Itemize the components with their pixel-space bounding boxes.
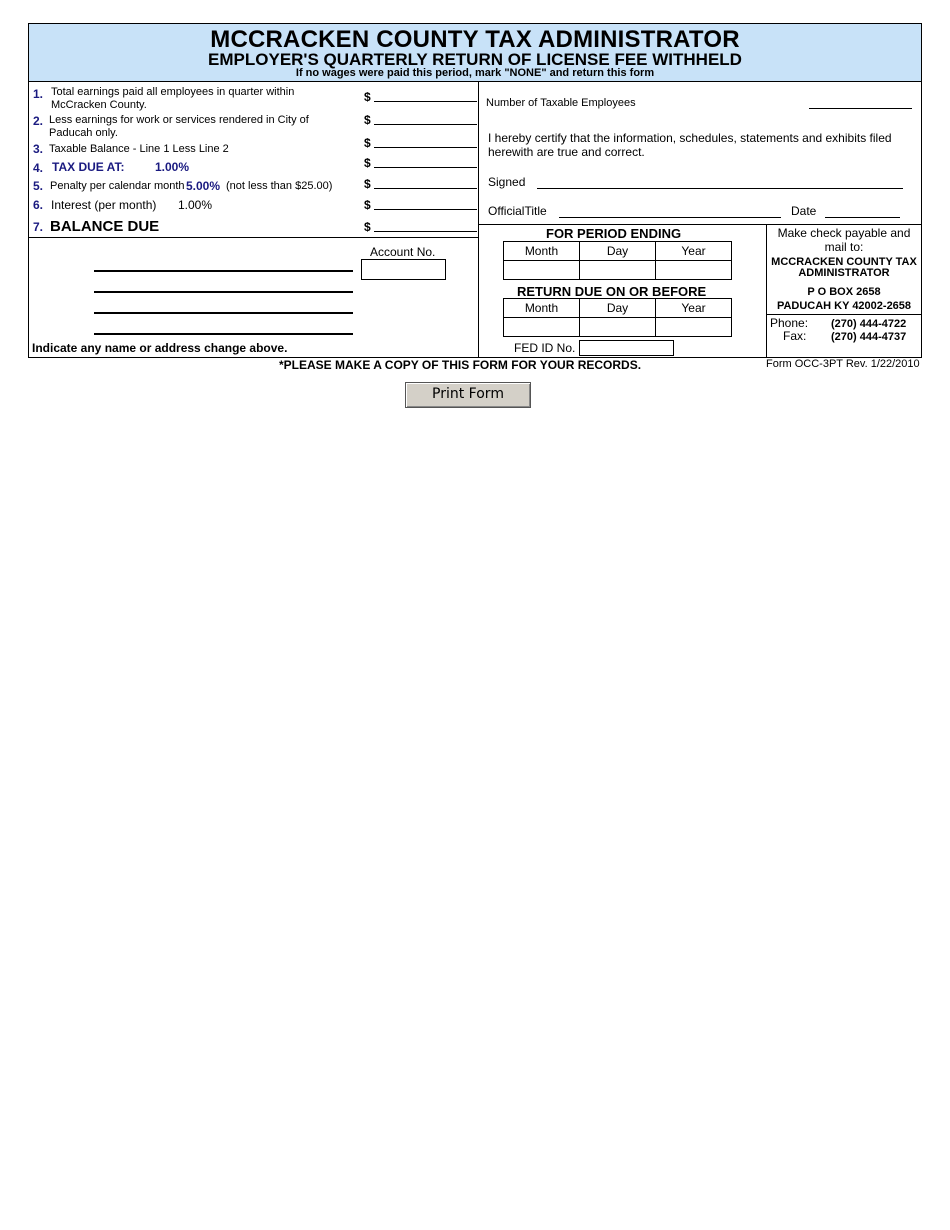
balance-due-amount-field[interactable] [374,231,477,232]
line-2-label-cont: Paducah only. [49,127,118,139]
form-revision: Form OCC-3PT Rev. 1/22/2010 [766,358,920,370]
left-lines-bottom-divider [29,237,478,238]
signed-label: Signed [488,175,526,189]
line-7-number: 7. [33,220,44,234]
payee-po-box: P O BOX 2658 [807,286,881,298]
payable-instruction: Make check payable and [777,226,911,240]
address-change-note: Indicate any name or address change above. [32,341,288,355]
certification-statement: I hereby certify that the information, schedules, statements and exhibits filed herewith are true and correct. [488,131,892,159]
line-4-number: 4. [33,161,44,175]
taxable-employees-label: Number of Taxable Employees [486,97,636,109]
tax-rate: 1.00% [155,160,190,174]
line-5-label: Penalty per calendar month [50,180,185,192]
line-1-label-cont: McCracken County. [51,99,147,111]
return-due-grid [503,298,732,337]
fax-number: (270) 444-4737 [831,331,907,343]
line-6-dollar: $ [364,198,371,212]
line-2-number: 2. [33,114,44,128]
period-year-header: Year [656,242,732,261]
fed-id-input[interactable] [579,340,674,356]
due-month-header: Month [504,299,580,318]
line-3-amount-field[interactable] [374,147,477,148]
payee-city: PADUCAH KY 42002-2658 [776,300,912,312]
line-2-amount-field[interactable] [374,124,477,125]
line-5-dollar: $ [364,177,371,191]
line-5-number: 5. [33,179,44,193]
period-month-input[interactable] [504,261,580,280]
form-instructions: If no wages were paid this period, mark "NONE" and return this form [295,67,655,79]
phone-divider [766,314,921,315]
due-month-input[interactable] [504,318,580,337]
line-3-dollar: $ [364,136,371,150]
period-month-header: Month [504,242,580,261]
line-1-amount-field[interactable] [374,101,477,102]
penalty-minimum-note: (not less than $25.00) [226,180,333,192]
form-subtitle: EMPLOYER'S QUARTERLY RETURN OF LICENSE FEE WITHHELD [208,50,742,69]
line-6-amount-field[interactable] [374,209,477,210]
phone-number: (270) 444-4722 [831,318,907,330]
tax-return-form [28,23,922,358]
line-2-dollar: $ [364,113,371,127]
account-number-input[interactable] [361,259,446,280]
address-line-1[interactable] [94,270,353,272]
line-6-label: Interest (per month) [51,198,157,212]
period-day-header: Day [580,242,656,261]
payee-name-cont: ADMINISTRATOR [798,267,890,279]
payable-instruction-cont: mail to: [824,240,864,254]
payee-name: MCCRACKEN COUNTY TAX [771,256,917,268]
official-title-label: OfficialTitle [488,204,547,218]
balance-due-label: BALANCE DUE [50,218,160,235]
copy-records-note: *PLEASE MAKE A COPY OF THIS FORM FOR YOUR RECORDS. [279,358,642,372]
address-line-2[interactable] [94,291,353,293]
due-year-input[interactable] [656,318,732,337]
interest-rate: 1.00% [178,198,213,212]
phone-label: Phone: [770,316,809,330]
line-4-label: TAX DUE AT: [52,160,125,174]
line-7-dollar: $ [364,220,371,234]
date-field[interactable] [825,217,900,218]
address-line-3[interactable] [94,312,353,314]
line-1-number: 1. [33,87,44,101]
fed-id-label: FED ID No. [514,341,576,355]
period-ending-grid [503,241,732,280]
due-day-header: Day [580,299,656,318]
official-title-field[interactable] [559,217,781,218]
due-year-header: Year [656,299,732,318]
due-day-input[interactable] [580,318,656,337]
right-cert-bottom-divider [478,224,921,225]
date-label: Date [791,204,817,218]
return-due-title: RETURN DUE ON OR BEFORE [517,284,707,299]
line-5-amount-field[interactable] [374,188,477,189]
taxable-employees-field[interactable] [809,108,912,109]
line-1-label: Total earnings paid all employees in quarter within [51,86,295,98]
print-form-button[interactable]: Print Form [405,382,531,408]
period-day-input[interactable] [580,261,656,280]
center-divider [478,82,479,357]
period-ending-title: FOR PERIOD ENDING [546,226,682,241]
line-4-dollar: $ [364,156,371,170]
line-3-label: Taxable Balance - Line 1 Less Line 2 [49,143,229,155]
fax-label: Fax: [783,329,807,343]
line-6-number: 6. [33,198,44,212]
penalty-rate: 5.00% [186,179,221,193]
line-2-label: Less earnings for work or services rendered in City of [49,114,309,126]
line-4-amount-field[interactable] [374,167,477,168]
line-1-dollar: $ [364,90,371,104]
period-year-input[interactable] [656,261,732,280]
signature-field[interactable] [537,188,903,189]
line-3-number: 3. [33,142,44,156]
form-title: MCCRACKEN COUNTY TAX ADMINISTRATOR [210,26,740,53]
address-line-4[interactable] [94,333,353,335]
form-header [29,24,921,82]
account-number-label: Account No. [370,245,436,259]
